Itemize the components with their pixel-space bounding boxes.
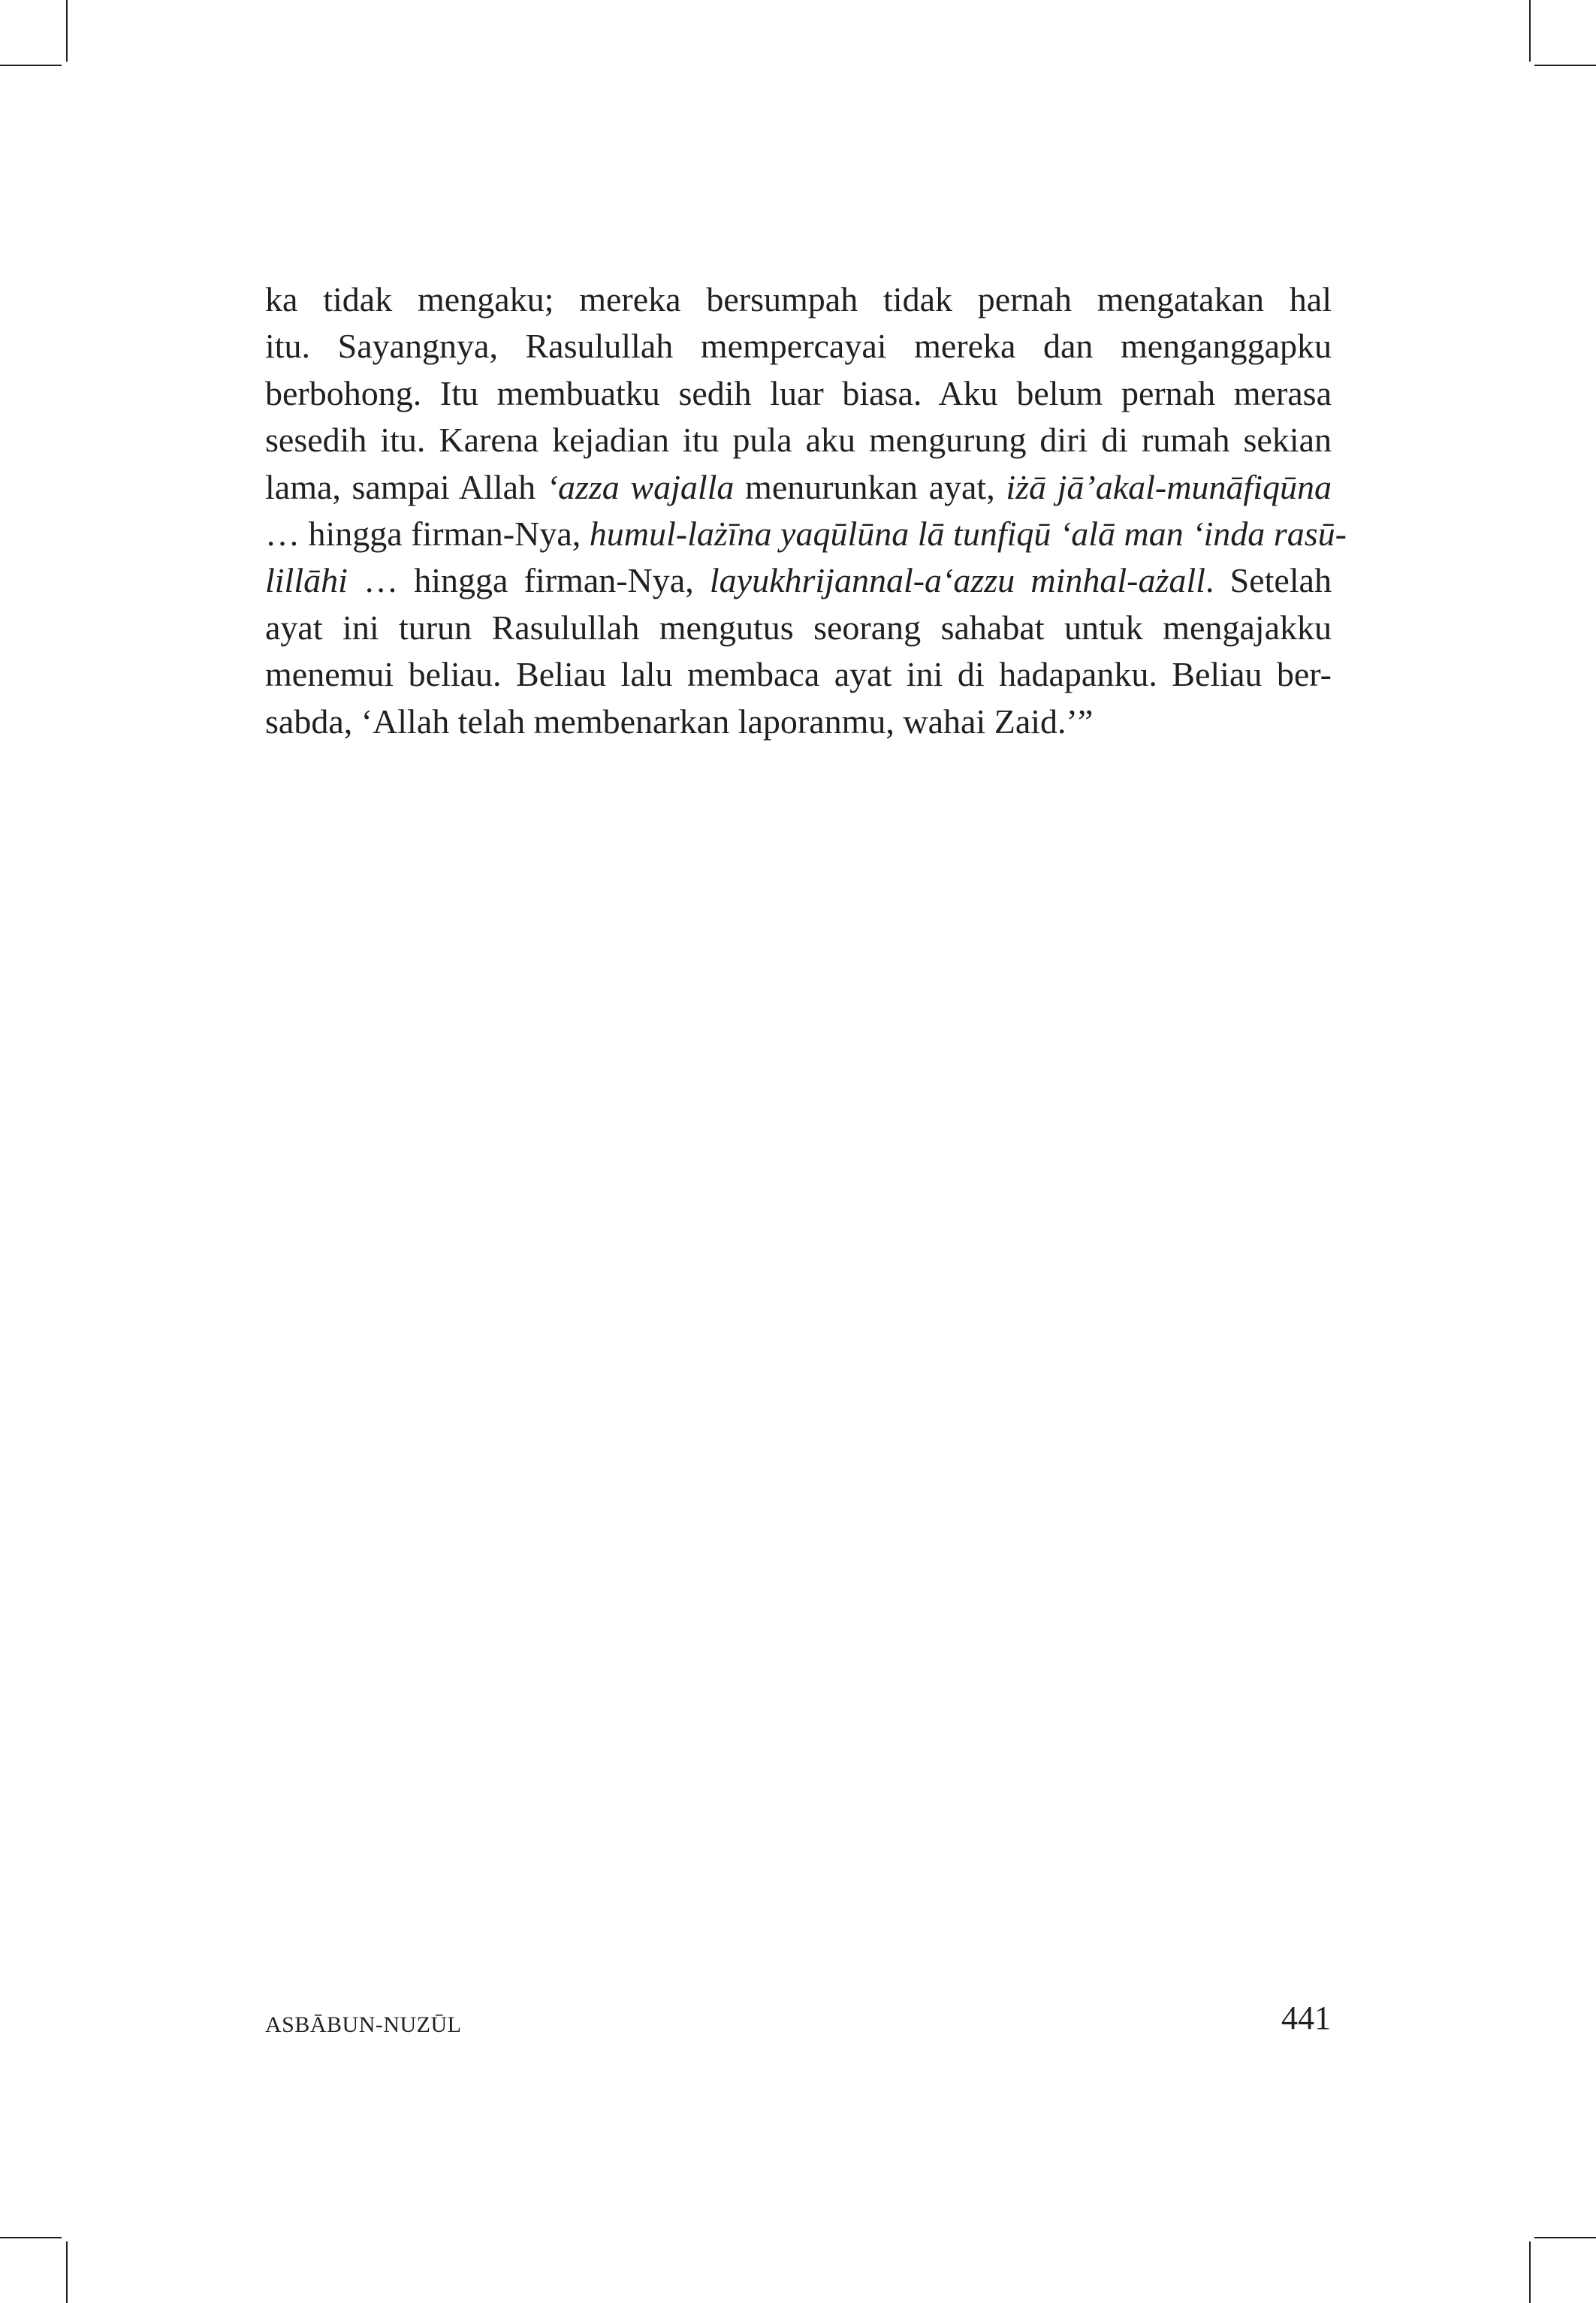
- text-line: [265, 605, 1332, 651]
- body-paragraph: [265, 276, 1347, 745]
- text-line: [265, 651, 1332, 698]
- text-line: [265, 323, 1332, 370]
- text-run: menurunkan ayat,: [734, 467, 1006, 506]
- text-run: itu. Sayangnya, Rasulullah mempercayai mereka dan menganggapku: [265, 327, 1332, 366]
- crop-mark-top-right-vertical: [1529, 0, 1531, 62]
- crop-mark-top-left-horizontal: [0, 65, 62, 66]
- italic-transliteration: layukhrijannal-a‘azzu minhal-ażall: [709, 561, 1205, 600]
- text-run: berbohong. Itu membuatku sedih luar biasa. Aku belum pernah merasa: [265, 373, 1332, 412]
- crop-mark-top-right-horizontal: [1534, 65, 1596, 66]
- text-line: [265, 699, 1332, 745]
- text-run: menemui beliau. Beliau lalu membaca ayat ini di hadapanku. Beliau ber-: [265, 655, 1332, 694]
- crop-mark-bottom-right-vertical: [1529, 2241, 1531, 2303]
- crop-mark-bottom-left-horizontal: [0, 2237, 62, 2238]
- text-run: … hingga firman-Nya,: [265, 515, 590, 554]
- crop-mark-top-left-vertical: [66, 0, 68, 62]
- text-run: sesedih itu. Karena kejadian itu pula aku mengurung diri di rumah sekian: [265, 421, 1332, 460]
- text-line: [265, 276, 1332, 323]
- text-line: [265, 557, 1332, 604]
- running-footer-title: ASBĀBUN-NUZŪL: [265, 2012, 462, 2037]
- text-run: lama, sampai Allah: [265, 467, 547, 506]
- text-run: . Setelah: [1205, 561, 1332, 600]
- crop-mark-bottom-left-vertical: [66, 2241, 68, 2303]
- text-line: [265, 417, 1332, 463]
- text-run: sabda, ‘Allah telah membenarkan laporanmu, wahai Zaid.’”: [265, 702, 1094, 741]
- italic-transliteration: lillāhi: [265, 561, 348, 600]
- text-run: ka tidak mengaku; mereka bersumpah tidak pernah mengatakan hal: [265, 280, 1332, 318]
- text-line: [265, 511, 1347, 557]
- italic-transliteration: iżā jā’akal-munāfiqūna: [1006, 467, 1332, 506]
- italic-transliteration: ‘azza wajalla: [546, 467, 735, 506]
- text-line: [265, 370, 1332, 417]
- text-line: [265, 464, 1332, 511]
- italic-transliteration: humul-lażīna yaqūlūna lā tunfiqū ‘alā man ‘inda rasū-: [589, 515, 1347, 554]
- text-run: ayat ini turun Rasulullah mengutus seorang sahabat untuk mengajakku: [265, 608, 1332, 647]
- crop-mark-bottom-right-horizontal: [1534, 2237, 1596, 2238]
- page-number: 441: [1281, 2000, 1331, 2036]
- text-run: … hingga firman-Nya,: [347, 561, 710, 600]
